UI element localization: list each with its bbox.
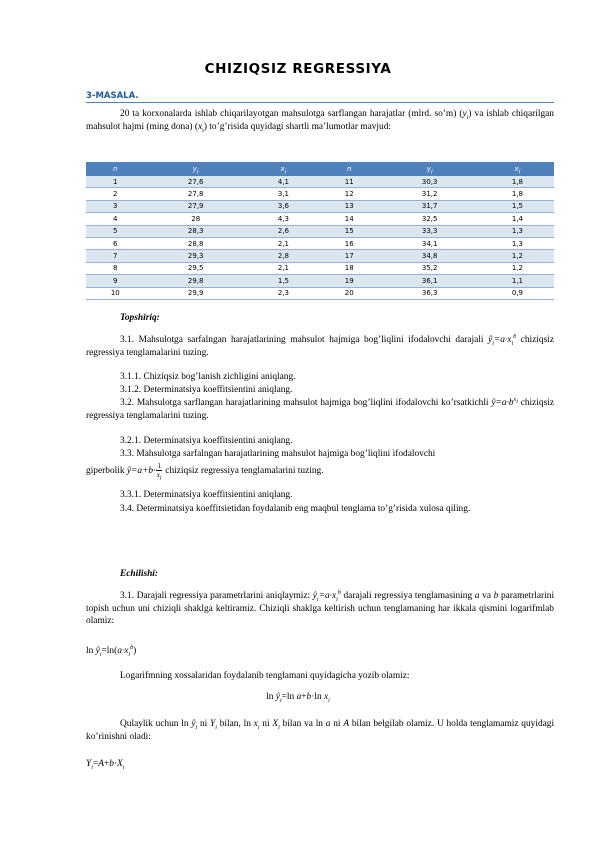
table-cell: 2 bbox=[86, 188, 145, 200]
task-3-2: 3.2. Mahsulotga sarflangan harajatlarining mahsulot hajmiga bog’liqlini ifodalovchi ko’rsatkichli $ŷ=a\cdot b^{x_i}$ chiziqsiz regressiya tenglamalarini tuzing. bbox=[86, 396, 555, 421]
table-cell: 34,8 bbox=[379, 250, 481, 262]
table-cell: 9 bbox=[86, 275, 145, 287]
table-cell: 2,6 bbox=[247, 225, 320, 237]
table-cell: 10 bbox=[86, 287, 145, 299]
table-cell: 29,5 bbox=[145, 262, 247, 274]
data-table bbox=[86, 162, 554, 300]
table-cell: 16 bbox=[320, 237, 379, 249]
table-cell: 1,5 bbox=[247, 275, 320, 287]
task-3-1-1: 3.1.1. Chiziqsiz bog’lanish zichligini aniqlang. bbox=[120, 372, 296, 382]
intro-paragraph: 20 ta korxonalarda ishlab chiqarilayotgan mahsulotga sarflangan harajatlar (mlrd. so’m) $(y_i)$ va ishlab chiqarilgan mahsulot hajmi (ming dona) $(x_i)$ to’g’risida quyidagi shartli ma’lumotlar mavjud: bbox=[86, 109, 554, 134]
table-row bbox=[86, 275, 554, 287]
table-cell: 18 bbox=[320, 262, 379, 274]
solution-paragraph-1: 3.1. Darajali regressiya parametrlarini aniqlaymiz: $ŷ_i=a\cdot x_i^b$ darajali regressiya tenglamasining a va b parametrlarini topish uchun uni chiziqli shaklga keltiramiz. Chiziqli shaklga keltirish uchun tenglamaning har ikkala qismini logarifmlab olamiz: bbox=[86, 589, 555, 627]
equation-ln-both-sides: $\ln ŷ_i=\ln(a\cdot x_i^b)$ bbox=[86, 644, 137, 658]
table-cell: 1 bbox=[86, 176, 145, 188]
equation-linear-form: $Y_i=A+b\cdot X_i$ bbox=[86, 759, 125, 771]
table-row bbox=[86, 176, 554, 188]
table-row bbox=[86, 213, 554, 225]
table-cell: 2,3 bbox=[247, 287, 320, 299]
table-cell: 28,8 bbox=[145, 237, 247, 249]
table-cell: 29,8 bbox=[145, 275, 247, 287]
table-cell: 2,8 bbox=[247, 250, 320, 262]
table-cell: 29,9 bbox=[145, 287, 247, 299]
table-cell: 27,8 bbox=[145, 188, 247, 200]
table-cell: 31,7 bbox=[379, 200, 481, 212]
table-row bbox=[86, 250, 554, 262]
table-cell: 5 bbox=[86, 225, 145, 237]
fraction: $\frac{1}{x_i}$ bbox=[156, 462, 162, 482]
table-cell: 36,1 bbox=[379, 275, 481, 287]
table-cell: 17 bbox=[320, 250, 379, 262]
table-cell: 27,9 bbox=[145, 200, 247, 212]
table-row bbox=[86, 200, 554, 212]
table-row bbox=[86, 237, 554, 249]
table-cell: 7 bbox=[86, 250, 145, 262]
table-cell: 12 bbox=[320, 188, 379, 200]
table-cell: 30,3 bbox=[379, 176, 481, 188]
task-3-4: 3.4. Determinatsiya koeffitsietidan foydalanib eng maqbul tenglama to’g’risida xulosa qiling. bbox=[120, 504, 471, 514]
table-cell: 32,5 bbox=[379, 213, 481, 225]
table-cell: 15 bbox=[320, 225, 379, 237]
table-cell: 1,8 bbox=[481, 176, 554, 188]
problem-heading: 3-MASALA. bbox=[86, 91, 139, 101]
header-cell: $x_i$ bbox=[247, 162, 320, 176]
task-3-1: 3.1. Mahsulotga sarfalngan harajatlarining mahsulot hajmiga bog’liqlini ifodalovchi darajali $ŷ_i=a\cdot x_i^b$ chiziqsiz regressiya tenglamalarini tuzing. bbox=[86, 333, 554, 358]
table-cell: 1,2 bbox=[481, 262, 554, 274]
solution-paragraph-2: Logarifmning xossalaridan foydalanib tenglamani quyidagicha yozib olamiz: bbox=[120, 671, 410, 681]
solution-paragraph-3: Qulaylik uchun $\ln ŷ_i$ ni $Y_i$ bilan, $\ln x_i$ ni $X_i$ bilan va ln a ni A bilan belgilab olamiz. U holda tenglamamiz quyidagi ko’rinishni oladi: bbox=[86, 719, 555, 742]
table-cell: 14 bbox=[320, 213, 379, 225]
table-cell: 8 bbox=[86, 262, 145, 274]
table-cell: 4,3 bbox=[247, 213, 320, 225]
table-cell: 4,1 bbox=[247, 176, 320, 188]
table-cell: 29,3 bbox=[145, 250, 247, 262]
table-cell: 1,5 bbox=[481, 200, 554, 212]
table-cell: 36,3 bbox=[379, 287, 481, 299]
header-cell: $y_i$ bbox=[145, 162, 247, 176]
table-cell: 31,2 bbox=[379, 188, 481, 200]
table-cell: 0,9 bbox=[481, 287, 554, 299]
table-cell: 35,2 bbox=[379, 262, 481, 274]
table-cell: 34,1 bbox=[379, 237, 481, 249]
table-cell: 6 bbox=[86, 237, 145, 249]
table-cell: 28 bbox=[145, 213, 247, 225]
table-header-row bbox=[86, 162, 554, 176]
header-cell: n bbox=[320, 162, 379, 176]
table-cell: 3,6 bbox=[247, 200, 320, 212]
table-cell: 1,3 bbox=[481, 237, 554, 249]
equation-log-linear: $\ln ŷ_i=\ln$ a+b·ln $x_i$ bbox=[266, 692, 330, 704]
table-row bbox=[86, 188, 554, 200]
table-row bbox=[86, 262, 554, 274]
header-cell: $y_i$ bbox=[379, 162, 481, 176]
table-cell: 28,3 bbox=[145, 225, 247, 237]
task-heading: Topshiriq: bbox=[120, 313, 160, 323]
table-cell: 2,1 bbox=[247, 237, 320, 249]
task-3-3-formula-line: giperbolik ŷ=a+b· $\frac{1}{x_i}$ chiziqsiz regressiya tenglamalarini tuzing. bbox=[86, 462, 324, 482]
table-cell: 13 bbox=[320, 200, 379, 212]
table-cell: 1,8 bbox=[481, 188, 554, 200]
table-cell: 1,3 bbox=[481, 225, 554, 237]
table-row bbox=[86, 225, 554, 237]
task-3-3-1: 3.3.1. Determinatsiya koeffitsientini aniqlang. bbox=[120, 490, 293, 500]
page-title: CHIZIQSIZ REGRESSIYA bbox=[204, 61, 392, 77]
table-row bbox=[86, 287, 554, 299]
table-cell: 3,1 bbox=[247, 188, 320, 200]
table-cell: 27,6 bbox=[145, 176, 247, 188]
table-cell: 2,1 bbox=[247, 262, 320, 274]
table-cell: 1,4 bbox=[481, 213, 554, 225]
header-cell: $x_i$ bbox=[481, 162, 554, 176]
table-cell: 4 bbox=[86, 213, 145, 225]
table-cell: 1,2 bbox=[481, 250, 554, 262]
task-3-2-1: 3.2.1. Determinatsiya koeffitsientini aniqlang. bbox=[120, 436, 293, 446]
table-cell: 33,3 bbox=[379, 225, 481, 237]
task-3-3: 3.3. Mahsulotga sarfalngan harajatlarining mahsulot hajmiga bog’liqlini ifodalovchi bbox=[120, 449, 436, 459]
table-cell: 19 bbox=[320, 275, 379, 287]
solution-heading: Echilishi: bbox=[120, 569, 159, 579]
table-cell: 3 bbox=[86, 200, 145, 212]
task-3-1-2: 3.1.2. Determinatsiya koeffitsientini aniqlang. bbox=[120, 385, 293, 395]
table-cell: 1,1 bbox=[481, 275, 554, 287]
table-cell: 20 bbox=[320, 287, 379, 299]
header-cell: n bbox=[86, 162, 145, 176]
heading-divider bbox=[86, 102, 554, 103]
table-cell: 11 bbox=[320, 176, 379, 188]
